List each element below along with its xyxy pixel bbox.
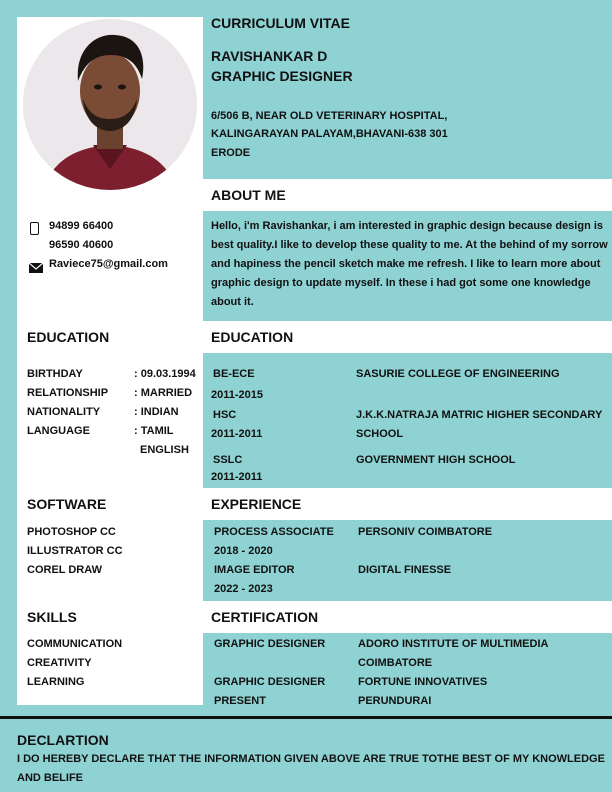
education-school: SASURIE COLLEGE OF ENGINEERING: [356, 368, 560, 380]
personal-value: : INDIAN: [134, 406, 179, 418]
about-line: best quality.I like to develop these quality to me. At the behind of my sorrow: [211, 239, 608, 251]
personal-heading: EDUCATION: [27, 329, 110, 345]
certification-sub: PRESENT: [214, 695, 266, 707]
phone-number: 96590 40600: [49, 239, 114, 251]
certification-org: PERUNDURAI: [358, 695, 432, 707]
personal-value: : 09.03.1994: [134, 368, 196, 380]
skill-item: CREATIVITY: [27, 657, 92, 669]
certification-org: FORTUNE INNOVATIVES: [358, 676, 488, 688]
education-degree: BE-ECE: [213, 368, 255, 380]
experience-company: DIGITAL FINESSE: [358, 564, 452, 576]
education-years: 2011-2011: [211, 428, 263, 440]
phone-number: 94899 66400: [49, 220, 114, 232]
personal-value: : MARRIED: [134, 387, 193, 399]
software-item: ILLUSTRATOR CC: [27, 545, 123, 557]
experience-years: 2018 - 2020: [214, 545, 273, 557]
skill-item: COMMUNICATION: [27, 638, 123, 650]
education-degree: HSC: [213, 409, 237, 421]
education-years: 2011-2015: [211, 389, 263, 401]
about-line: graphic design to update myself. In these i had got some one knowledge: [211, 277, 591, 289]
experience-title: PROCESS ASSOCIATE: [214, 526, 334, 538]
experience-title: IMAGE EDITOR: [214, 564, 295, 576]
address-line: 6/506 B, NEAR OLD VETERINARY HOSPITAL,: [211, 110, 448, 122]
personal-value: ENGLISH: [140, 444, 189, 456]
education-school: SCHOOL: [356, 428, 404, 440]
personal-label: BIRTHDAY: [27, 368, 83, 380]
education-school: J.K.K.NATRAJA MATRIC HIGHER SECONDARY: [356, 409, 603, 421]
personal-label: LANGUAGE: [27, 425, 90, 437]
personal-label: NATIONALITY: [27, 406, 101, 418]
education-years: 2011-2011: [211, 471, 263, 483]
about-line: Hello, i'm Ravishankar, i am interested in graphic design because design is: [211, 220, 604, 232]
experience-company: PERSONIV COIMBATORE: [358, 526, 493, 538]
personal-value: : TAMIL: [134, 425, 174, 437]
certification-title: GRAPHIC DESIGNER: [214, 676, 326, 688]
education-degree: SSLC: [213, 454, 243, 466]
declaration-heading: DECLARTION: [17, 732, 109, 748]
document-title: CURRICULUM VITAE: [211, 15, 350, 31]
envelope-icon: [29, 260, 43, 278]
certification-org: COIMBATORE: [358, 657, 433, 669]
skills-heading: SKILLS: [27, 609, 77, 625]
candidate-role: GRAPHIC DESIGNER: [211, 68, 353, 84]
certification-title: GRAPHIC DESIGNER: [214, 638, 326, 650]
education-heading: EDUCATION: [211, 329, 294, 345]
certification-org: ADORO INSTITUTE OF MULTIMEDIA: [358, 638, 549, 650]
phone-icon: [30, 222, 39, 235]
about-heading: ABOUT ME: [211, 187, 286, 203]
profile-photo: [23, 19, 197, 190]
declaration-line: I DO HEREBY DECLARE THAT THE INFORMATION GIVEN ABOVE ARE TRUE TOTHE BEST OF MY KNOWLEDGE: [17, 753, 605, 765]
certification-heading: CERTIFICATION: [211, 609, 319, 625]
experience-heading: EXPERIENCE: [211, 496, 302, 512]
experience-years: 2022 - 2023: [214, 583, 273, 595]
personal-label: RELATIONSHIP: [27, 387, 109, 399]
address-line: KALINGARAYAN PALAYAM,BHAVANI-638 301: [211, 128, 448, 140]
email-address: Raviece75@gmail.com: [49, 258, 168, 270]
education-school: GOVERNMENT HIGH SCHOOL: [356, 454, 516, 466]
declaration-divider: [0, 716, 612, 719]
address-line: ERODE: [211, 147, 251, 159]
declaration-line: AND BELIFE: [17, 772, 83, 784]
about-line: about it.: [211, 296, 254, 308]
software-item: COREL DRAW: [27, 564, 102, 576]
about-line: and hapiness the pencil sketch make me refresh. I like to learn more about: [211, 258, 601, 270]
candidate-name: RAVISHANKAR D: [211, 48, 328, 64]
software-item: PHOTOSHOP CC: [27, 526, 116, 538]
skill-item: LEARNING: [27, 676, 85, 688]
software-heading: SOFTWARE: [27, 496, 107, 512]
